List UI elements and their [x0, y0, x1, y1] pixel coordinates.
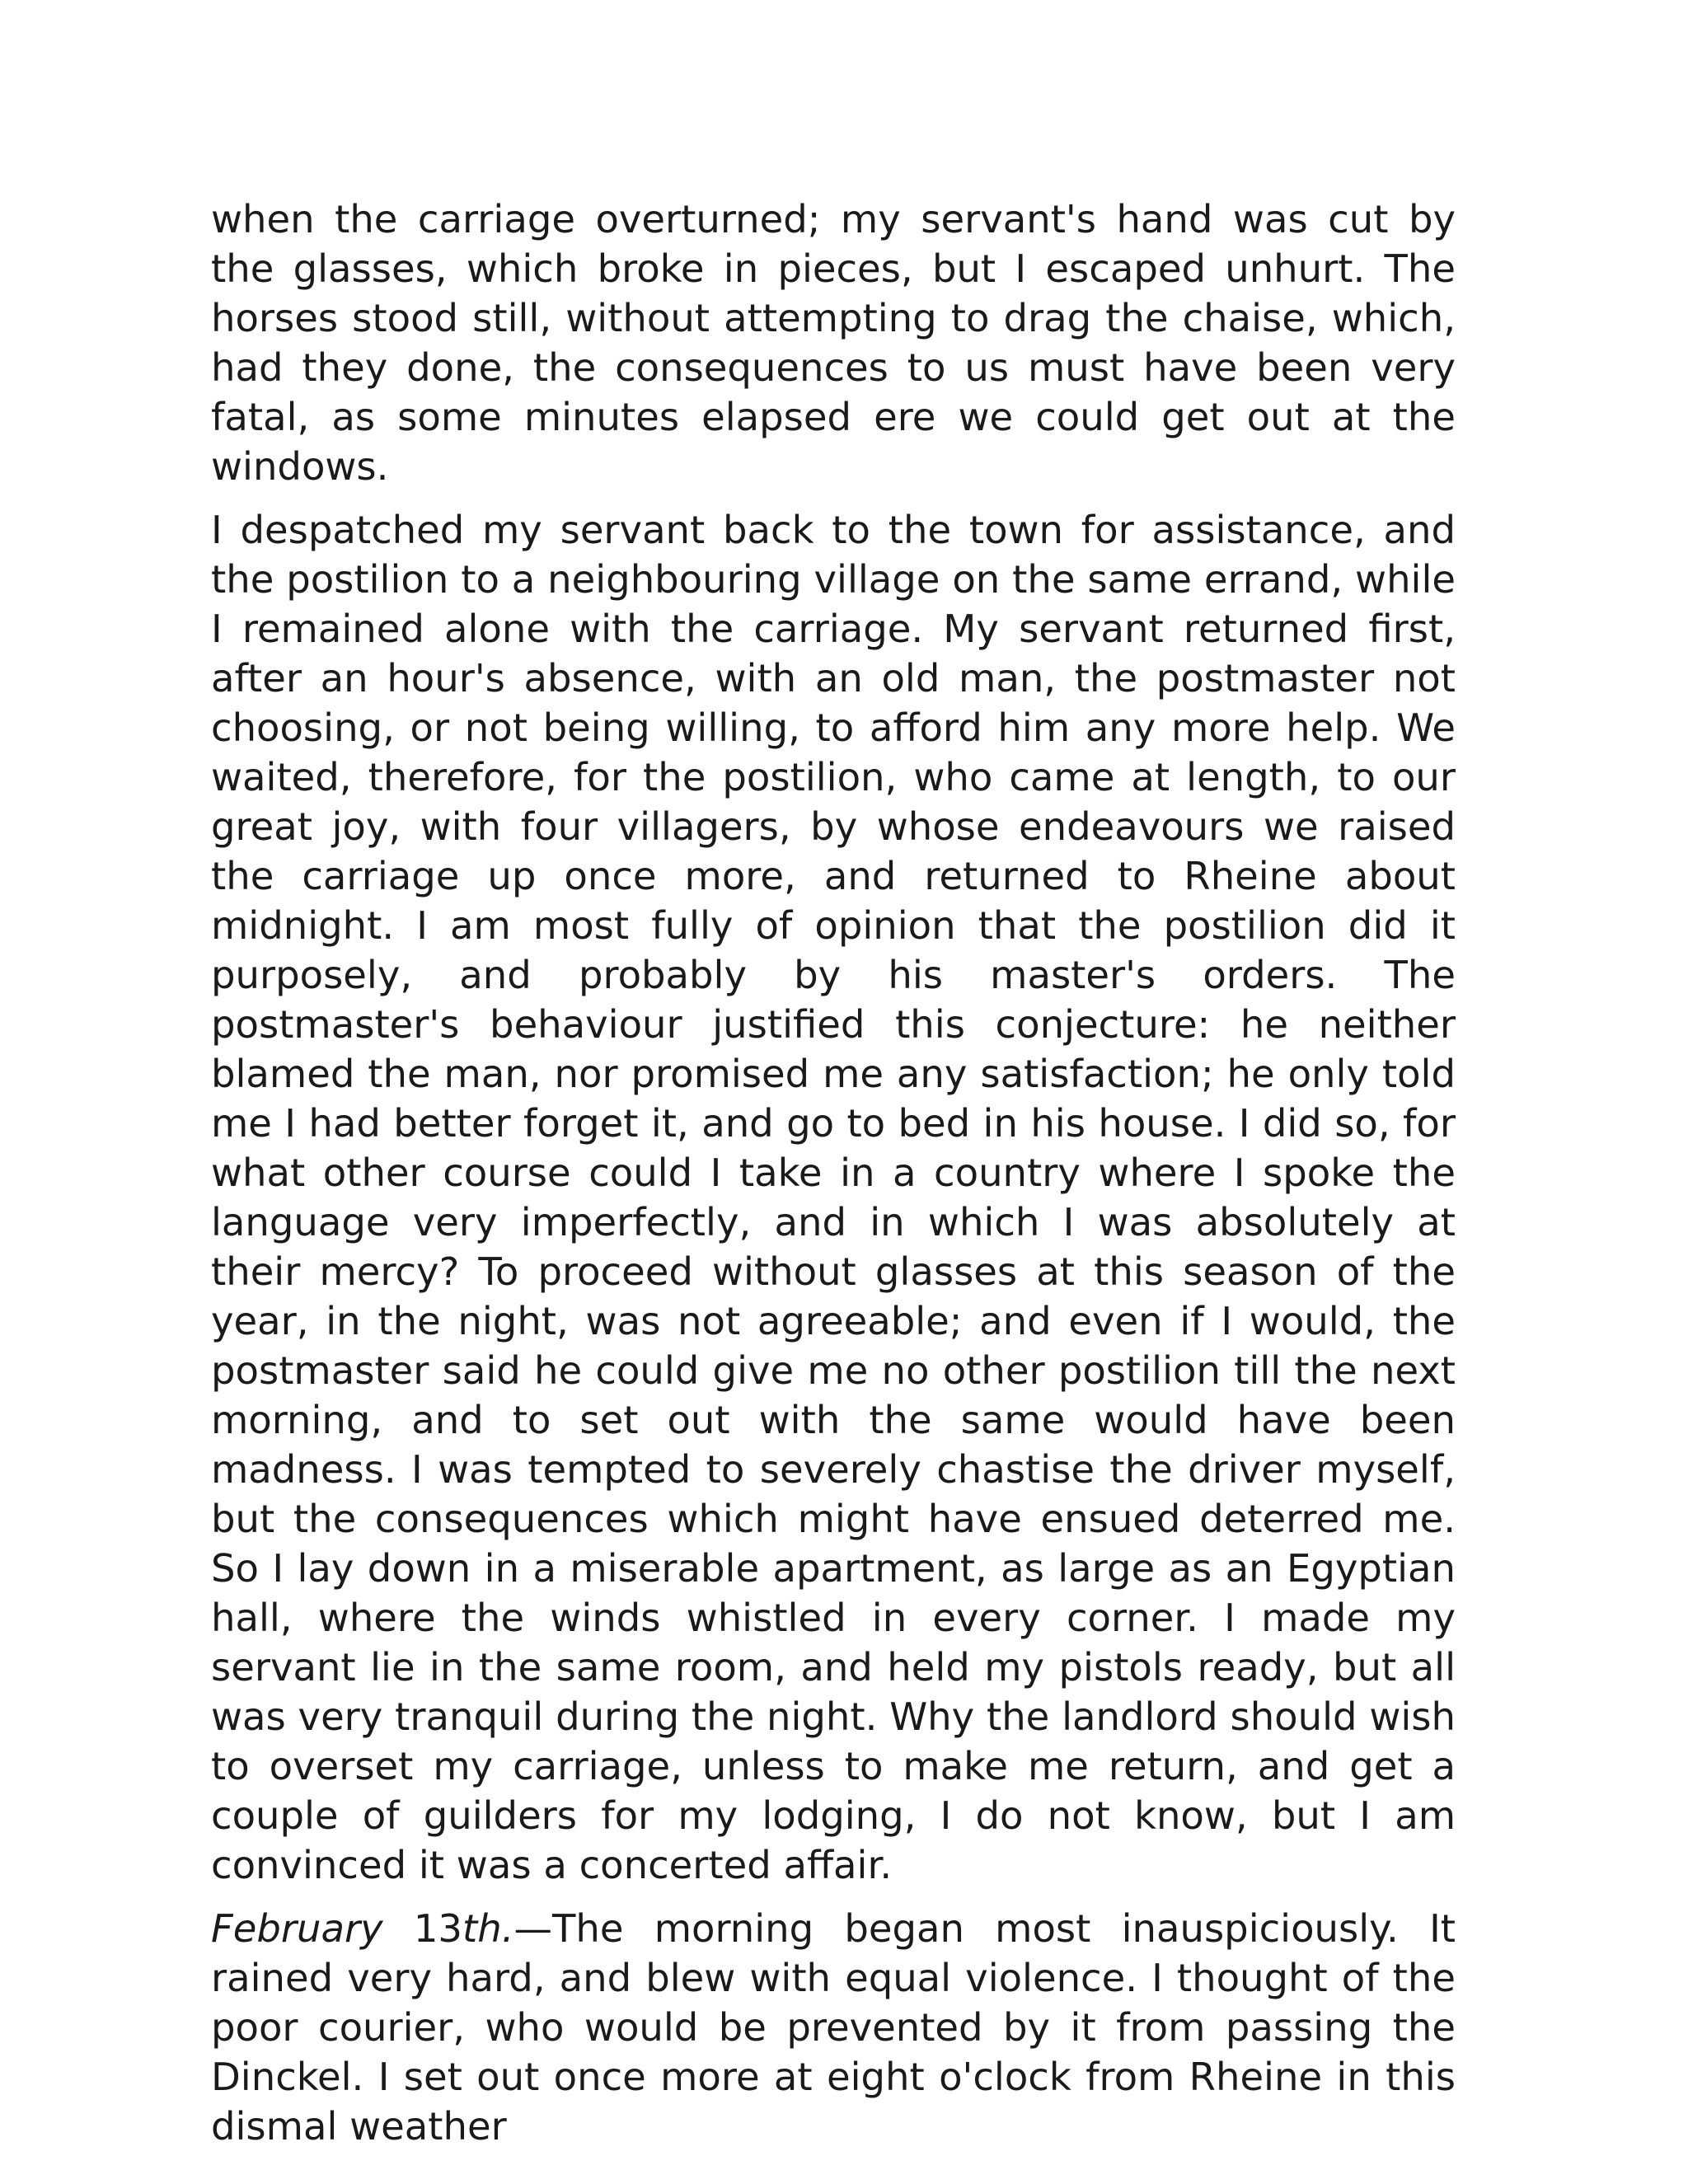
entry-date-day-number: 13 [382, 1906, 462, 1951]
entry-date-month: February [211, 1906, 383, 1951]
paragraph-carriage-overturned: when the carriage overturned; my servant's hand was cut by the glasses, which broke in pieces, but I escaped unhurt. The horses stood still, without attempting to drag the chaise, which, had they done, the consequences to us must have been very fatal, as some minutes elapsed ere we could get out at the windows. [211, 197, 1456, 489]
entry-date-day-suffix: th. [462, 1906, 514, 1951]
page-body [211, 194, 1456, 2165]
paragraph-despatched-servant: I despatched my servant back to the town for assistance, and the postilion to a neighbouring village on the same errand, while I remained alone with the carriage. My servant returned first, after an hour's absence, with an old man, the postmaster not choosing, or not being willing, to afford him any more help. We waited, therefore, for the postilion, who came at length, to our great joy, with four villagers, by whose endeavours we raised the carriage up once more, and returned to Rheine about midnight. I am most fully of opinion that the postilion did it purposely, and probably by his master's orders. The postmaster's behaviour justified this conjecture: he neither blamed the man, nor promised me any satisfaction; he only told me I had better forget it, and go to bed in his house. I did so, for what other course could I take in a country where I spoke the language very imperfectly, and in which I was absolutely at their mercy? To proceed without glasses at this season of the year, in the night, was not agreeable; and even if I would, the postmaster said he could give me no other postilion till the next morning, and to set out with the same would have been madness. I was tempted to severely chastise the driver myself, but the consequences which might have ensued deterred me. So I lay down in a miserable apartment, as large as an Egyptian hall, where the winds whistled in every corner. I made my servant lie in the same room, and held my pistols ready, but all was very tranquil during the night. Why the landlord should wish to overset my carriage, unless to make me return, and get a couple of guilders for my lodging, I do not know, but I am convinced it was a concerted affair. [211, 508, 1456, 1887]
paragraph-february-13 [211, 1904, 1456, 2151]
entry-text: —The morning began most inauspiciously. It rained very hard, and blew with equal violence. I thought of the poor courier, who would be prevented by it from passing the Dinckel. I set out once more at eight o'clock from Rheine in this dismal weather [211, 1906, 1456, 2149]
